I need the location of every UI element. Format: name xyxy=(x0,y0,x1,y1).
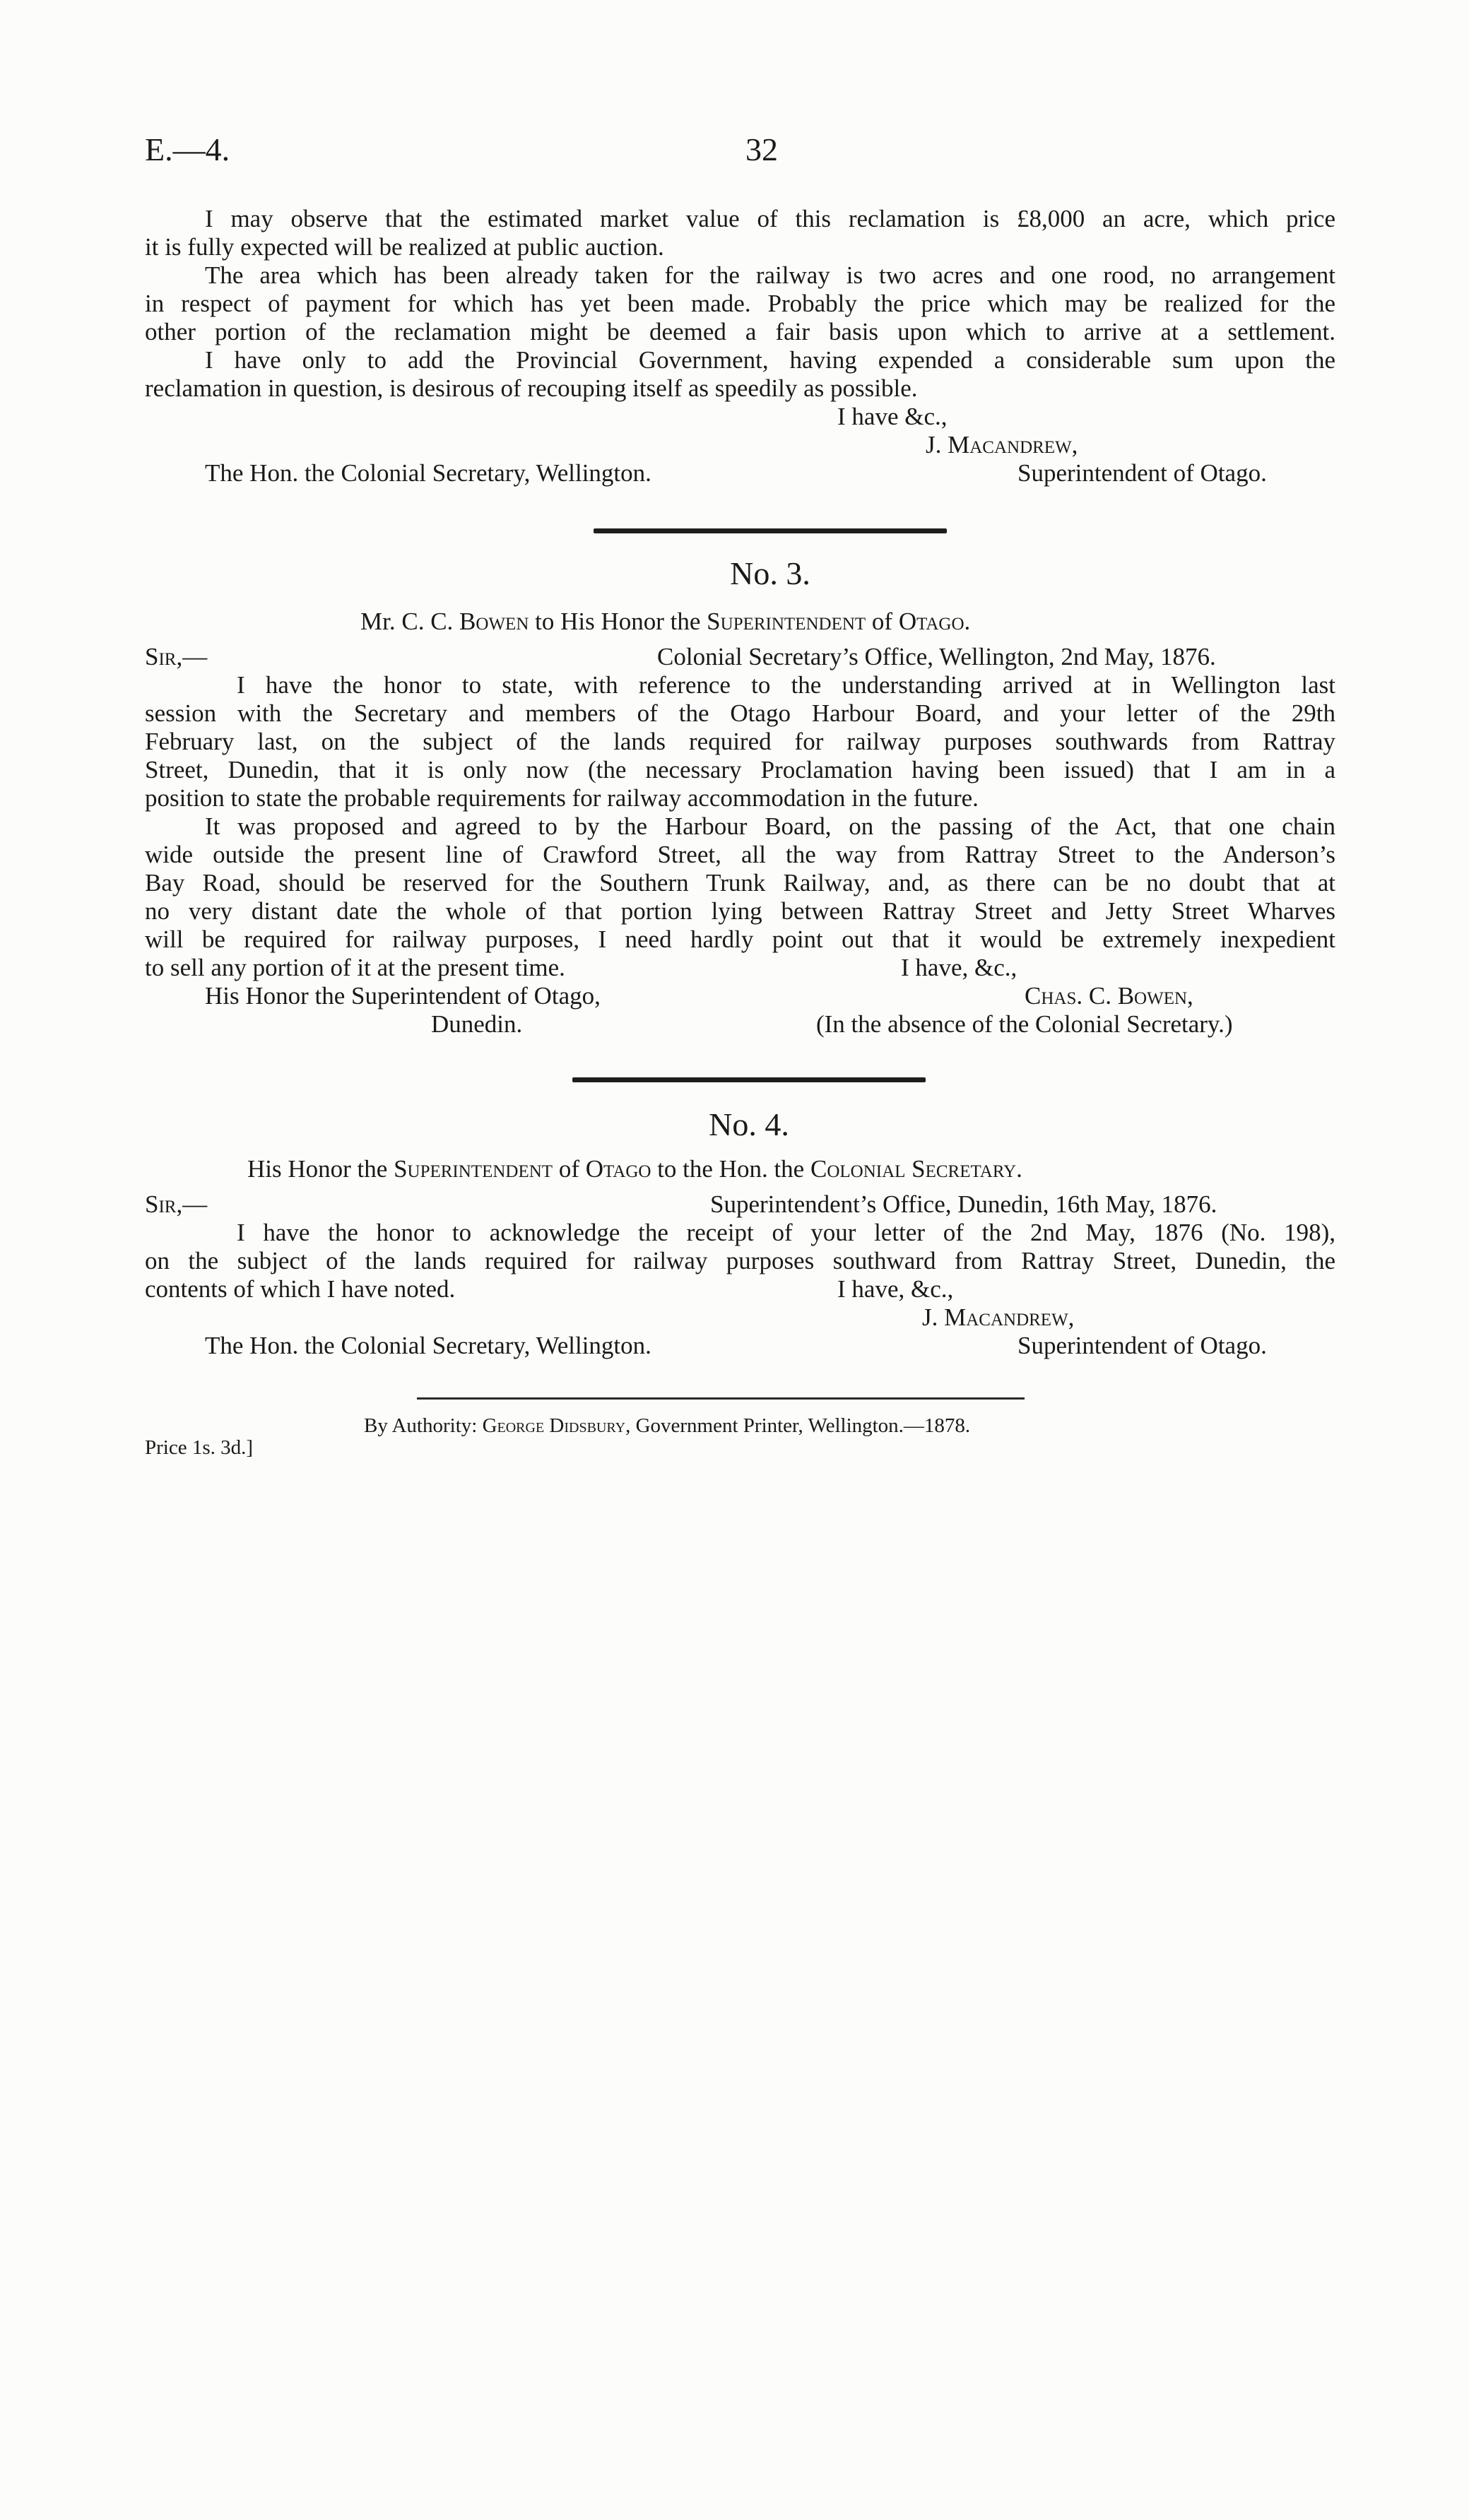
no4-signer-title: Superintendent of Otago. xyxy=(1017,1332,1267,1359)
no3-subtitle xyxy=(360,608,970,636)
no4-para1-line2: on the subject of the lands required for railway purposes southward from Rattray Street, Dunedin, the xyxy=(145,1247,1335,1274)
no3-para1-line4: Street, Dunedin, that it is only now (the necessary Proclamation having been issued) that I am in a xyxy=(145,756,1335,783)
section-divider xyxy=(594,528,947,533)
no4-subtitle-place: Otago xyxy=(585,1155,651,1183)
letter2-closing: I have &c., xyxy=(837,403,948,430)
no3-addressee-line1: His Honor the Superintendent of Otago, xyxy=(205,982,601,1010)
no3-para2-line6: to sell any portion of it at the present time. xyxy=(145,954,565,981)
no4-para1-line3: contents of which I have noted. xyxy=(145,1275,456,1303)
no3-para2-line1: It was proposed and agreed to by the Harbour Board, on the passing of the Act, that one chain xyxy=(205,812,1335,840)
letter2-addressee: The Hon. the Colonial Secretary, Wellington. xyxy=(205,459,651,487)
para3-line2: reclamation in question, is desirous of recouping itself as speedily as possible. xyxy=(145,374,918,402)
no4-subtitle xyxy=(247,1155,1022,1183)
no3-dateline: Colonial Secretary’s Office, Wellington, 2nd May, 1876. xyxy=(657,643,1216,670)
para2-line3: other portion of the reclamation might be deemed a fair basis upon which to arrive at a settlement. xyxy=(145,318,1335,345)
no3-subtitle-pre: Mr. C. C. xyxy=(360,608,460,635)
no3-signature: Chas. C. Bowen, xyxy=(1025,982,1193,1010)
no4-para1-line1: I have the honor to acknowledge the receipt of your letter of the 2nd May, 1876 (No. 198), xyxy=(237,1219,1335,1246)
authority-post: , Government Printer, Wellington.—1878. xyxy=(625,1414,971,1437)
no3-closing: I have, &c., xyxy=(901,954,1017,981)
no4-signature: J. Macandrew, xyxy=(922,1303,1075,1331)
no4-addressee: The Hon. the Colonial Secretary, Wellington. xyxy=(205,1332,651,1359)
authority-line xyxy=(364,1414,970,1438)
authority-pre: By Authority: xyxy=(364,1414,483,1437)
no3-para1-line1: I have the honor to state, with reference to the understanding arrived at in Wellington last xyxy=(237,671,1335,699)
no4-subtitle-to: Colonial Secretary. xyxy=(810,1155,1022,1183)
para1-line2: it is fully expected will be realized at public auction. xyxy=(145,233,664,261)
no4-subtitle-pre: His Honor the xyxy=(247,1155,394,1183)
section-mark: E.—4. xyxy=(145,131,230,167)
letter2-signer-title: Superintendent of Otago. xyxy=(1017,459,1267,487)
no3-absence-note: (In the absence of the Colonial Secretary.) xyxy=(816,1010,1233,1038)
no3-para1-line2: session with the Secretary and members of the Otago Harbour Board, and your letter of the 29th xyxy=(145,699,1335,727)
para1-line1: I may observe that the estimated market value of this reclamation is £8,000 an acre, which price xyxy=(205,205,1335,232)
no3-subtitle-title: Superintendent xyxy=(707,608,866,635)
no3-para2-line5: will be required for railway purposes, I need hardly point out that it would be extremely inexpedient xyxy=(145,925,1335,953)
para3-line1: I have only to add the Provincial Government, having expended a considerable sum upon the xyxy=(205,346,1335,374)
no3-subtitle-name: Bowen xyxy=(459,608,529,635)
no3-para2-line4: no very distant date the whole of that portion lying between Rattray Street and Jetty Street Wharves xyxy=(145,897,1335,925)
no3-para1-line5: position to state the probable requirements for railway accommodation in the future. xyxy=(145,784,979,812)
no4-dateline: Superintendent’s Office, Dunedin, 16th May, 1876. xyxy=(710,1190,1217,1218)
section-divider-2 xyxy=(572,1077,926,1082)
no4-heading: No. 4. xyxy=(709,1106,789,1142)
no3-heading: No. 3. xyxy=(730,555,810,591)
footer-divider xyxy=(417,1397,1025,1400)
no3-para2-line2: wide outside the present line of Crawford Street, all the way from Rattray Street to the Anderson’s xyxy=(145,841,1335,868)
no4-subtitle-of: of xyxy=(553,1155,586,1183)
letter2-signature: J. Macandrew, xyxy=(926,431,1078,459)
no4-closing: I have, &c., xyxy=(837,1275,954,1303)
para2-line1: The area which has been already taken for the railway is two acres and one rood, no arrangement xyxy=(205,261,1335,289)
para2-line2: in respect of payment for which has yet been made. Probably the price which may be realized for the xyxy=(145,290,1335,317)
no3-para2-line3: Bay Road, should be reserved for the Southern Trunk Railway, and, as there can be no doubt that at xyxy=(145,869,1335,897)
no4-subtitle-mid: to the Hon. the xyxy=(651,1155,810,1183)
no4-salutation: Sir,— xyxy=(145,1190,208,1218)
no3-addressee-line2: Dunedin. xyxy=(431,1010,523,1038)
no3-salutation: Sir,— xyxy=(145,643,208,670)
printer-name: George Didsbury xyxy=(482,1414,626,1437)
no3-subtitle-place: Otago. xyxy=(898,608,971,635)
no3-subtitle-of: of xyxy=(866,608,899,635)
no4-subtitle-title: Superintendent xyxy=(394,1155,553,1183)
no3-subtitle-mid: to His Honor the xyxy=(529,608,707,635)
no3-para1-line3: February last, on the subject of the lands required for railway purposes southwards from Rattray xyxy=(145,728,1335,755)
page-number: 32 xyxy=(745,131,778,167)
price-note: Price 1s. 3d.] xyxy=(145,1436,254,1459)
